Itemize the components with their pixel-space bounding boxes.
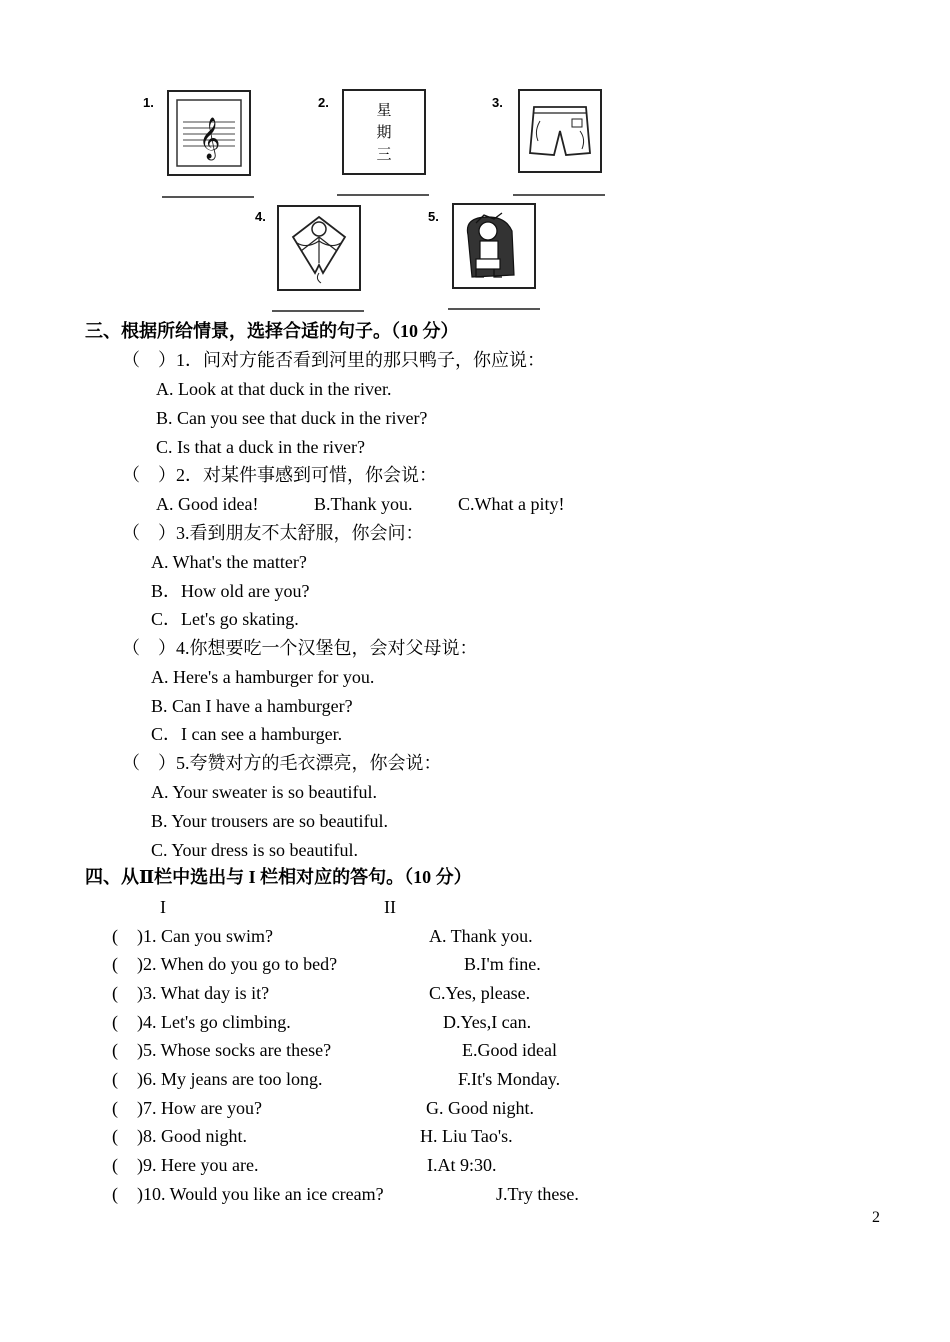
match-question: )4. Let's go climbing. <box>137 1012 291 1032</box>
option-c: C．I can see a hamburger. <box>151 724 343 744</box>
option-b: B．How old are you? <box>151 581 310 601</box>
match-answer: H. Liu Tao's. <box>420 1126 513 1146</box>
match-answer: D.Yes,I can. <box>443 1012 532 1032</box>
calendar-char: 期 <box>376 123 392 141</box>
question-prompt: （ ）1．问对方能否看到河里的那只鸭子，你应说： <box>122 350 545 370</box>
match-question: )5. Whose socks are these? <box>137 1040 332 1060</box>
kite-icon <box>279 207 359 289</box>
match-question: )10. Would you like an ice cream? <box>137 1184 384 1204</box>
answer-line-2[interactable] <box>337 194 429 196</box>
picture-3-box <box>518 89 602 173</box>
answer-bracket[interactable]: ( <box>112 983 118 1003</box>
option-c: C．Let's go skating. <box>151 609 299 629</box>
picture-5-box <box>452 203 536 289</box>
match-question: )2. When do you go to bed? <box>137 954 338 974</box>
option-a: A. Look at that duck in the river. <box>156 379 392 399</box>
svg-text:𝄞: 𝄞 <box>199 118 221 159</box>
answer-bracket[interactable]: ( <box>112 926 118 946</box>
option-a: A. What's the matter? <box>151 552 307 572</box>
answer-line-4[interactable] <box>272 310 364 312</box>
picture-1-box <box>167 90 251 176</box>
option-c: C. Your dress is so beautiful. <box>151 840 359 860</box>
match-question: )7. How are you? <box>137 1098 262 1118</box>
match-answer: J.Try these. <box>496 1184 579 1204</box>
answer-bracket[interactable]: ( <box>112 1184 118 1204</box>
person-in-armchair-icon <box>454 205 534 287</box>
calendar-char: 三 <box>376 145 392 163</box>
answer-line-1[interactable] <box>162 196 254 198</box>
option-b: B. Can I have a hamburger? <box>151 696 353 716</box>
option-b: B. Can you see that duck in the river? <box>156 408 428 428</box>
option-a: A. Good idea! <box>156 494 259 514</box>
answer-bracket[interactable]: ( <box>112 1155 118 1175</box>
answer-line-3[interactable] <box>513 194 605 196</box>
column-i-header: I <box>160 897 166 917</box>
match-question: )1. Can you swim? <box>137 926 273 946</box>
answer-line-5[interactable] <box>448 308 540 310</box>
picture-5-label: 5. <box>428 209 439 224</box>
option-c: C. Is that a duck in the river? <box>156 437 365 457</box>
answer-bracket[interactable]: ( <box>112 1069 118 1089</box>
answer-bracket[interactable]: ( <box>112 1040 118 1060</box>
option-c: C.What a pity! <box>458 494 565 514</box>
picture-3-label: 3. <box>492 95 503 110</box>
match-answer: G. Good night. <box>426 1098 534 1118</box>
calendar-char: 星 <box>376 101 392 119</box>
picture-4-label: 4. <box>255 209 266 224</box>
treble-clef-icon <box>169 92 249 174</box>
answer-bracket[interactable]: ( <box>112 954 118 974</box>
match-question: )3. What day is it? <box>137 983 270 1003</box>
question-prompt: （ ）4.你想要吃一个汉堡包，会对父母说： <box>122 638 478 658</box>
match-question: )6. My jeans are too long. <box>137 1069 323 1089</box>
option-a: A. Here's a hamburger for you. <box>151 667 375 687</box>
shorts-icon <box>520 91 600 171</box>
calendar-wednesday-icon <box>374 99 394 165</box>
match-answer: F.It's Monday. <box>458 1069 561 1089</box>
option-b: B.Thank you. <box>314 494 413 514</box>
picture-4-box <box>277 205 361 291</box>
question-prompt: （ ）5.夸赞对方的毛衣漂亮，你会说： <box>122 753 442 773</box>
match-answer: C.Yes, please. <box>429 983 531 1003</box>
match-question: )9. Here you are. <box>137 1155 259 1175</box>
picture-1-label: 1. <box>143 95 154 110</box>
match-question: )8. Good night. <box>137 1126 247 1146</box>
column-ii-header: II <box>384 897 396 917</box>
match-answer: E.Good ideal <box>462 1040 557 1060</box>
match-answer: A. Thank you. <box>429 926 533 946</box>
answer-bracket[interactable]: ( <box>112 1012 118 1032</box>
section3-title: 三、根据所给情景，选择合适的句子。（10 分） <box>85 321 459 341</box>
option-b: B. Your trousers are so beautiful. <box>151 811 388 831</box>
picture-2-label: 2. <box>318 95 329 110</box>
option-a: A. Your sweater is so beautiful. <box>151 782 377 802</box>
answer-bracket[interactable]: ( <box>112 1098 118 1118</box>
question-prompt: （ ）2．对某件事感到可惜，你会说： <box>122 465 437 485</box>
section4-title: 四、从Ⅱ栏中选出与 I 栏相对应的答句。（10 分） <box>85 867 472 887</box>
answer-bracket[interactable]: ( <box>112 1126 118 1146</box>
match-answer: B.I'm fine. <box>464 954 541 974</box>
question-prompt: （ ）3.看到朋友不太舒服，你会问： <box>122 523 424 543</box>
picture-2-box <box>342 89 426 175</box>
page-number: 2 <box>872 1209 880 1226</box>
match-answer: I.At 9:30. <box>427 1155 497 1175</box>
